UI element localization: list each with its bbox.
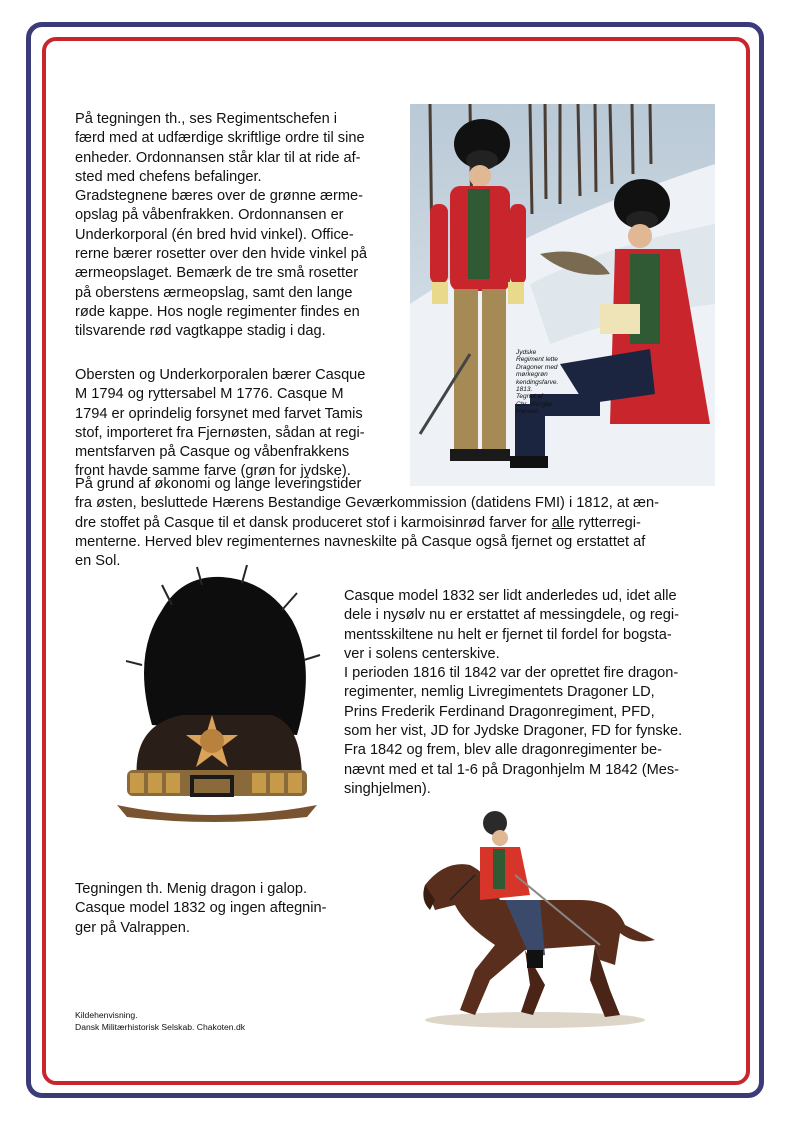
source-label: Kildehenvisning.	[75, 1010, 138, 1020]
p3-start: På grund af økonomi og lange leveringstider fra østen, besluttede Hærens Bestandige Geværkommission (datidens FMI) i 1812, at æn- dre stoffet på Casque til et dansk produceret stof i karmoisinrød farver for	[75, 476, 660, 531]
officers-in-snow-illustration	[410, 104, 715, 486]
illustration-caption: Jydske Regiment lette Dragoner med mørkegrøn kendingsfarve. 1813. Tegnet af Chr. Würgler Hansen.	[516, 349, 559, 416]
paragraph-dragoon-gallop: Tegningen th. Menig dragon i galop. Casque model 1832 og ingen aftegnin- ger på Valrappen.	[75, 881, 327, 936]
p3-underlined-word: alle	[551, 514, 575, 531]
source-text: Dansk Militærhistorisk Selskab. Chakoten.dk	[75, 1022, 246, 1032]
source-reference	[75, 1009, 245, 1033]
casque-helmet-photo	[112, 565, 322, 825]
paragraph-casque-m1832: Casque model 1832 ser lidt anderledes ud, idet alle dele i nysølv nu er erstattet af messingdele, og regi- mentsskiltene nu helt er fjernet til fordel for bogsta- ver i solens centerskive. I perioden 1816 til 1842 var der oprettet fire dragon- regimenter, nemlig Livregimentets Dragoner LD, Prins Frederik Ferdinand Dragonregiment, PFD, som her vist, JD for Jydske Dragoner, FD for fynske. Fra 1842 og frem, blev alle dragonregimenter be- nævnt med et tal 1-6 på Dragonhjelm M 1842 (Mes- singhjelmen).	[344, 588, 683, 797]
galloping-dragoon-illustration	[405, 805, 660, 1035]
paragraph-regimental-chief: På tegningen th., ses Regimentschefen i færd med at udfærdige skriftlige ordre til sine enheder. Ordonnansen står klar til at ride af- sted med chefens befalinger. Gradstegnene bæres over de grønne ærme- opslag på våbenfrakken. Ordonnansen er Underkorporal (én bred hvid vinkel). Office- rerne bærer rosetter over den hvide vinkel på ærmeopslaget. Bemærk de tre små rosetter på oberstens ærmeopslag, samt den lange røde kappe. Hos nogle regimenter findes en tilsvarende rød vagtkappe stadig i dag.	[75, 111, 368, 340]
paragraph-fabric-change	[75, 475, 725, 571]
paragraph-casque-m1794: Obersten og Underkorporalen bærer Casque M 1794 og ryttersabel M 1776. Casque M 1794 er oprindelig forsynet med farvet Tamis stof, importeret fra Fjernøsten, sådan at regi- mentsfarven på Casque og våbenfrakkens front havde samme farve (grøn for jydske).	[75, 367, 366, 480]
p3-end: rytterregi- menterne. Herved blev regimenternes navneskilte på Casque også fjernet og erstattet af en Sol.	[75, 514, 646, 570]
